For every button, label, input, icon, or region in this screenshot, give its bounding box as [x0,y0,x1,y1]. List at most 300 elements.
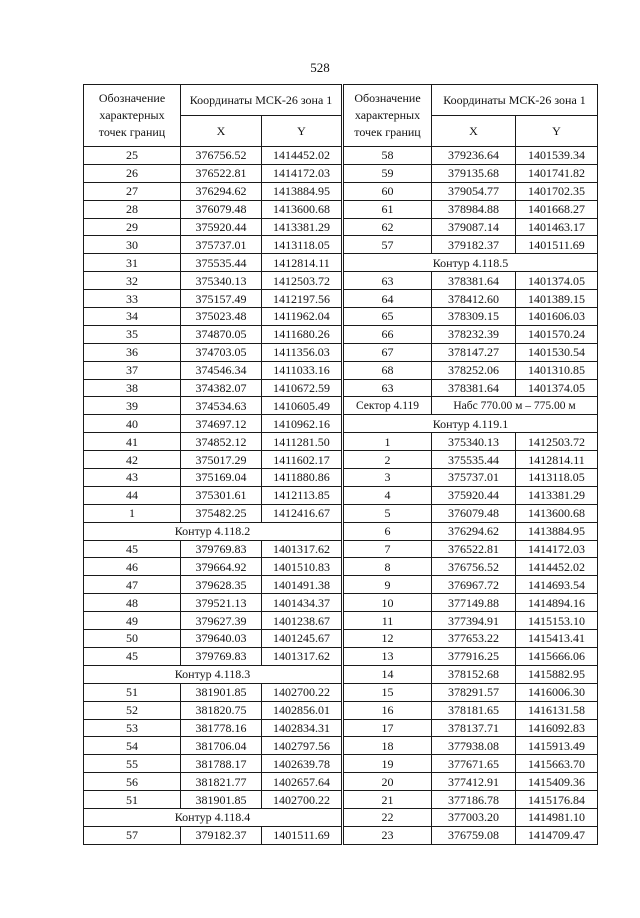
table-row [344,665,598,683]
coord-y: 1416092.83 [516,719,598,737]
table-row [84,182,342,200]
coord-y: 1401374.05 [516,272,598,290]
point-id: 62 [344,218,432,236]
point-id: 51 [84,683,181,701]
coord-y: 1412113.85 [262,486,342,504]
point-id: 25 [84,147,181,165]
coord-y: 1402700.22 [262,791,342,809]
coord-x: 379640.03 [181,630,262,648]
coord-y: 1415913.49 [516,737,598,755]
coord-x: 376079.48 [432,504,516,522]
point-id: 45 [84,540,181,558]
coord-x: 376759.08 [432,826,516,844]
point-id: 51 [84,791,181,809]
coord-x: 374852.12 [181,433,262,451]
coord-x: 378412.60 [432,290,516,308]
coord-y: 1412503.72 [516,433,598,451]
coord-y: 1414693.54 [516,576,598,594]
coord-y: 1401606.03 [516,308,598,326]
point-id: 49 [84,612,181,630]
table-row [344,576,598,594]
coord-y: 1401530.54 [516,343,598,361]
point-id: 46 [84,558,181,576]
table-row [344,361,598,379]
coord-x: 378232.39 [432,325,516,343]
point-id: 29 [84,218,181,236]
coord-y: 1415176.84 [516,791,598,809]
point-id: 6 [344,522,432,540]
point-id: 63 [344,272,432,290]
point-id: 57 [344,236,432,254]
coordinates-table-right [343,84,598,845]
table-row [344,147,598,165]
coord-x: 374870.05 [181,325,262,343]
coord-x: 381820.75 [181,701,262,719]
coord-x: 374703.05 [181,343,262,361]
point-id: 30 [84,236,181,254]
table-row [84,504,342,522]
header-x: X [181,116,262,147]
sector-label: Сектор 4.119 [344,397,432,415]
table-row [84,200,342,218]
table-row [344,612,598,630]
coord-y: 1411880.86 [262,469,342,487]
point-id: 55 [84,755,181,773]
table-row [84,701,342,719]
point-id: 15 [344,683,432,701]
coord-x: 377394.91 [432,612,516,630]
coord-x: 381901.85 [181,683,262,701]
page-number: 528 [310,60,330,75]
point-id: 12 [344,630,432,648]
table-row [84,254,342,272]
point-id: 50 [84,630,181,648]
table-row [84,647,342,665]
coord-y: 1414709.47 [516,826,598,844]
coord-x: 379664.92 [181,558,262,576]
coord-y: 1401570.24 [516,325,598,343]
coord-y: 1401389.15 [516,290,598,308]
coord-y: 1413118.05 [516,469,598,487]
point-id: 21 [344,791,432,809]
point-id: 41 [84,433,181,451]
table-row [344,200,598,218]
coord-y: 1401741.82 [516,164,598,182]
point-id: 68 [344,361,432,379]
point-id: 61 [344,200,432,218]
coord-x: 376294.62 [432,522,516,540]
coord-y: 1416131.58 [516,701,598,719]
coord-x: 379182.37 [432,236,516,254]
table-row [84,755,342,773]
coord-x: 379135.68 [432,164,516,182]
coord-x: 375169.04 [181,469,262,487]
point-id: 11 [344,612,432,630]
coord-y: 1414894.16 [516,594,598,612]
table-row [344,236,598,254]
point-id: 32 [84,272,181,290]
point-id: 59 [344,164,432,182]
table-row [344,773,598,791]
coord-x: 374697.12 [181,415,262,433]
coord-y: 1413381.29 [516,486,598,504]
table-row [344,630,598,648]
point-id: 5 [344,504,432,522]
coord-x: 379521.13 [181,594,262,612]
point-id: 4 [344,486,432,504]
coord-y: 1414452.02 [516,558,598,576]
coord-y: 1411602.17 [262,451,342,469]
point-id: 65 [344,308,432,326]
header-y: Y [262,116,342,147]
coord-y: 1415153.10 [516,612,598,630]
coord-x: 379769.83 [181,540,262,558]
header-coordinates: Координаты МСК-26 зона 1 [181,85,342,116]
coord-x: 381778.16 [181,719,262,737]
point-id: 48 [84,594,181,612]
coord-y: 1413118.05 [262,236,342,254]
section-label: Контур 4.118.5 [344,254,598,272]
table-row [84,558,342,576]
coord-y: 1412814.11 [516,451,598,469]
coord-y: 1401510.83 [262,558,342,576]
point-id: 1 [84,504,181,522]
table-row [84,630,342,648]
coord-y: 1411680.26 [262,325,342,343]
point-id: 57 [84,826,181,844]
coord-y: 1412503.72 [262,272,342,290]
table-row [84,379,342,397]
table-row [344,379,598,397]
point-id: 31 [84,254,181,272]
coord-x: 381788.17 [181,755,262,773]
coord-x: 377916.25 [432,647,516,665]
point-id: 16 [344,701,432,719]
table-row [344,343,598,361]
point-id: 13 [344,647,432,665]
coord-y: 1402657.64 [262,773,342,791]
coord-x: 378309.15 [432,308,516,326]
coord-y: 1402639.78 [262,755,342,773]
coordinates-table-left [83,84,342,845]
coord-y: 1401511.69 [262,826,342,844]
section-row [84,522,342,540]
coord-x: 379769.83 [181,647,262,665]
table-row [344,594,598,612]
coord-y: 1402834.31 [262,719,342,737]
point-id: 58 [344,147,432,165]
table-row [84,719,342,737]
coord-y: 1411962.04 [262,308,342,326]
coord-x: 375340.13 [181,272,262,290]
coord-y: 1401463.17 [516,218,598,236]
table-row [84,433,342,451]
point-id: 26 [84,164,181,182]
table-row [344,755,598,773]
coord-y: 1414172.03 [516,540,598,558]
coord-x: 377003.20 [432,808,516,826]
coord-y: 1401317.62 [262,647,342,665]
coord-y: 1413600.68 [262,200,342,218]
sector-value: Набс 770.00 м – 775.00 м [432,397,598,415]
table-row [344,522,598,540]
point-id: 28 [84,200,181,218]
table-row [84,415,342,433]
point-id: 47 [84,576,181,594]
coord-x: 377671.65 [432,755,516,773]
coord-y: 1415882.95 [516,665,598,683]
point-id: 40 [84,415,181,433]
point-id: 36 [84,343,181,361]
coord-y: 1401539.34 [516,147,598,165]
point-id: 43 [84,469,181,487]
point-id: 54 [84,737,181,755]
coord-x: 375157.49 [181,290,262,308]
coord-x: 375482.25 [181,504,262,522]
coord-y: 1413884.95 [262,182,342,200]
coord-x: 376756.52 [181,147,262,165]
coord-x: 378252.06 [432,361,516,379]
coord-x: 375340.13 [432,433,516,451]
coord-x: 381706.04 [181,737,262,755]
coord-y: 1401245.67 [262,630,342,648]
point-id: 27 [84,182,181,200]
coord-y: 1402797.56 [262,737,342,755]
point-id: 19 [344,755,432,773]
table-row [344,808,598,826]
point-id: 34 [84,308,181,326]
table-row [344,290,598,308]
coord-y: 1416006.30 [516,683,598,701]
table-row [84,290,342,308]
coord-x: 376756.52 [432,558,516,576]
coord-x: 378984.88 [432,200,516,218]
coord-y: 1414981.10 [516,808,598,826]
section-row [344,415,598,433]
table-row [344,791,598,809]
header-x: X [432,116,516,147]
coord-y: 1411356.03 [262,343,342,361]
coord-x: 375737.01 [432,469,516,487]
point-id: 3 [344,469,432,487]
table-row [344,182,598,200]
table-row [84,325,342,343]
table-row [84,308,342,326]
point-id: 45 [84,647,181,665]
sector-row [344,397,598,415]
coord-y: 1413600.68 [516,504,598,522]
table-row [344,701,598,719]
table-row [344,647,598,665]
point-id: 39 [84,397,181,415]
coord-x: 375535.44 [432,451,516,469]
point-id: 20 [344,773,432,791]
coord-y: 1411033.16 [262,361,342,379]
table-row [344,272,598,290]
coord-y: 1401317.62 [262,540,342,558]
table-row [344,325,598,343]
coord-x: 376079.48 [181,200,262,218]
table-row [84,343,342,361]
coord-y: 1401668.27 [516,200,598,218]
coord-x: 379236.64 [432,147,516,165]
coord-x: 375023.48 [181,308,262,326]
table-row [84,773,342,791]
point-id: 63 [344,379,432,397]
coord-x: 375920.44 [181,218,262,236]
coord-x: 379054.77 [432,182,516,200]
coord-y: 1410962.16 [262,415,342,433]
coord-x: 381901.85 [181,791,262,809]
coord-y: 1412416.67 [262,504,342,522]
table-row [84,486,342,504]
coord-y: 1411281.50 [262,433,342,451]
point-id: 33 [84,290,181,308]
coord-x: 381821.77 [181,773,262,791]
table-row [84,272,342,290]
table-row [84,791,342,809]
section-row [84,665,342,683]
coord-x: 377938.08 [432,737,516,755]
coord-y: 1413884.95 [516,522,598,540]
table-row [84,826,342,844]
coord-y: 1412814.11 [262,254,342,272]
coord-y: 1401434.37 [262,594,342,612]
coord-x: 378137.71 [432,719,516,737]
coord-y: 1410605.49 [262,397,342,415]
coord-x: 375737.01 [181,236,262,254]
table-row [344,737,598,755]
point-id: 14 [344,665,432,683]
point-id: 1 [344,433,432,451]
point-id: 35 [84,325,181,343]
coord-y: 1413381.29 [262,218,342,236]
coord-x: 375535.44 [181,254,262,272]
point-id: 9 [344,576,432,594]
point-id: 7 [344,540,432,558]
table-row [84,218,342,236]
coord-y: 1415663.70 [516,755,598,773]
table-row [84,397,342,415]
coord-y: 1401374.05 [516,379,598,397]
section-label: Контур 4.118.3 [84,665,342,683]
coord-y: 1415409.36 [516,773,598,791]
point-id: 38 [84,379,181,397]
table-row [344,308,598,326]
coord-x: 378381.64 [432,272,516,290]
coord-x: 378381.64 [432,379,516,397]
coord-x: 376294.62 [181,182,262,200]
coord-y: 1401310.85 [516,361,598,379]
coord-y: 1401511.69 [516,236,598,254]
coord-x: 375017.29 [181,451,262,469]
point-id: 53 [84,719,181,737]
coord-y: 1401238.67 [262,612,342,630]
table-body-right [344,147,598,845]
point-id: 17 [344,719,432,737]
coord-x: 378181.65 [432,701,516,719]
coord-x: 375301.61 [181,486,262,504]
table-row [84,540,342,558]
section-label: Контур 4.118.4 [84,808,342,826]
table-row [84,451,342,469]
table-row [344,504,598,522]
table-row [344,451,598,469]
point-id: 67 [344,343,432,361]
coord-x: 375920.44 [432,486,516,504]
coord-y: 1401491.38 [262,576,342,594]
coord-y: 1410672.59 [262,379,342,397]
coord-x: 376967.72 [432,576,516,594]
table-body-left [84,147,342,845]
table-row [84,576,342,594]
table-row [344,486,598,504]
section-row [84,808,342,826]
table-row [84,236,342,254]
table-row [344,218,598,236]
header-y: Y [516,116,598,147]
table-row [344,540,598,558]
table-row [84,683,342,701]
coord-x: 377653.22 [432,630,516,648]
coord-x: 377149.88 [432,594,516,612]
coord-y: 1415413.41 [516,630,598,648]
point-id: 22 [344,808,432,826]
point-id: 8 [344,558,432,576]
table-row [84,469,342,487]
coord-y: 1414172.03 [262,164,342,182]
header-point-label: Обозначение характерных точек границ [344,85,432,147]
header-point-label: Обозначение характерных точек границ [84,85,181,147]
coord-x: 377186.78 [432,791,516,809]
coord-y: 1402700.22 [262,683,342,701]
coord-x: 378152.68 [432,665,516,683]
table-row [344,558,598,576]
coord-y: 1412197.56 [262,290,342,308]
point-id: 60 [344,182,432,200]
point-id: 23 [344,826,432,844]
table-row [84,147,342,165]
coord-x: 374534.63 [181,397,262,415]
table-row [344,719,598,737]
point-id: 44 [84,486,181,504]
section-label: Контур 4.119.1 [344,415,598,433]
point-id: 42 [84,451,181,469]
table-row [344,469,598,487]
section-label: Контур 4.118.2 [84,522,342,540]
coord-x: 378147.27 [432,343,516,361]
point-id: 64 [344,290,432,308]
table-row [344,164,598,182]
point-id: 2 [344,451,432,469]
table-row [84,361,342,379]
point-id: 52 [84,701,181,719]
point-id: 56 [84,773,181,791]
coord-y: 1402856.01 [262,701,342,719]
coord-x: 374382.07 [181,379,262,397]
coord-y: 1415666.06 [516,647,598,665]
coord-x: 374546.34 [181,361,262,379]
coord-y: 1401702.35 [516,182,598,200]
point-id: 10 [344,594,432,612]
point-id: 37 [84,361,181,379]
table-row [84,594,342,612]
coord-x: 379627.39 [181,612,262,630]
section-row [344,254,598,272]
coord-x: 376522.81 [432,540,516,558]
table-row [344,433,598,451]
coord-y: 1414452.02 [262,147,342,165]
